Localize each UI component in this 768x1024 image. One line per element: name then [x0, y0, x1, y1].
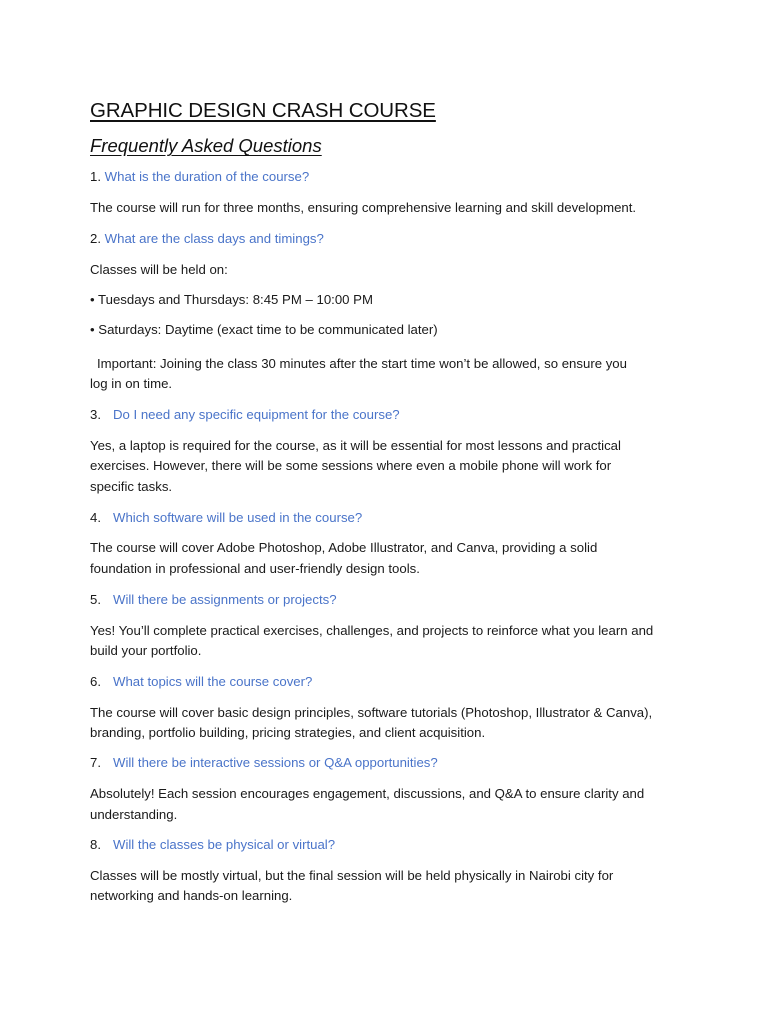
bullet-item: • Saturdays: Daytime (exact time to be communicated later) — [90, 322, 438, 337]
question-text: What are the class days and timings? — [104, 231, 324, 246]
faq-answer: The course will run for three months, ensuring comprehensive learning and skill development. — [90, 200, 637, 215]
faq-question — [90, 229, 324, 250]
faq-answer: networking and hands-on learning. — [90, 888, 293, 903]
question-number: 5. — [90, 592, 101, 607]
question-number: 4. — [90, 510, 101, 525]
faq-answer: exercises. However, there will be some sessions where even a mobile phone will work for — [90, 458, 612, 473]
faq-question — [90, 753, 438, 774]
faq-answer: Classes will be held on: — [90, 262, 228, 277]
question-number: 1. — [90, 169, 101, 184]
faq-answer: Yes! You’ll complete practical exercises, challenges, and projects to reinforce what you learn and — [90, 623, 654, 638]
document-page — [90, 98, 690, 158]
important-note: Important: Joining the class 30 minutes after the start time won’t be allowed, so ensure you — [97, 356, 627, 371]
faq-answer: Yes, a laptop is required for the course, as it will be essential for most lessons and practical — [90, 438, 621, 453]
faq-answer: branding, portfolio building, pricing strategies, and client acquisition. — [90, 725, 486, 740]
faq-question — [90, 405, 400, 426]
faq-answer: specific tasks. — [90, 479, 173, 494]
faq-question — [90, 590, 337, 611]
question-number: 6. — [90, 674, 101, 689]
question-text: Will there be assignments or projects? — [113, 592, 337, 607]
question-number: 2. — [90, 231, 101, 246]
document-subtitle: Frequently Asked Questions — [90, 135, 322, 156]
faq-answer: Absolutely! Each session encourages engagement, discussions, and Q&A to ensure clarity and — [90, 786, 645, 801]
faq-answer: foundation in professional and user-friendly design tools. — [90, 561, 420, 576]
faq-question — [90, 672, 312, 693]
important-note: log in on time. — [90, 376, 173, 391]
faq-question — [90, 508, 362, 529]
question-text: Do I need any specific equipment for the course? — [113, 407, 400, 422]
question-text: What topics will the course cover? — [113, 674, 313, 689]
faq-question — [90, 167, 309, 188]
faq-question — [90, 835, 335, 856]
question-text: Will there be interactive sessions or Q&A opportunities? — [113, 755, 438, 770]
faq-answer: The course will cover Adobe Photoshop, Adobe Illustrator, and Canva, providing a solid — [90, 540, 598, 555]
question-text: What is the duration of the course? — [104, 169, 310, 184]
faq-answer: understanding. — [90, 807, 178, 822]
question-number: 7. — [90, 755, 101, 770]
question-number: 3. — [90, 407, 101, 422]
question-number: 8. — [90, 837, 101, 852]
bullet-item: • Tuesdays and Thursdays: 8:45 PM – 10:00 PM — [90, 292, 373, 307]
faq-answer: Classes will be mostly virtual, but the final session will be held physically in Nairobi city for — [90, 868, 614, 883]
question-text: Will the classes be physical or virtual? — [113, 837, 336, 852]
question-text: Which software will be used in the course? — [113, 510, 363, 525]
document-title: GRAPHIC DESIGN CRASH COURSE — [90, 99, 436, 122]
faq-answer: The course will cover basic design principles, software tutorials (Photoshop, Illustrator & Canva), — [90, 705, 653, 720]
faq-answer: build your portfolio. — [90, 643, 202, 658]
